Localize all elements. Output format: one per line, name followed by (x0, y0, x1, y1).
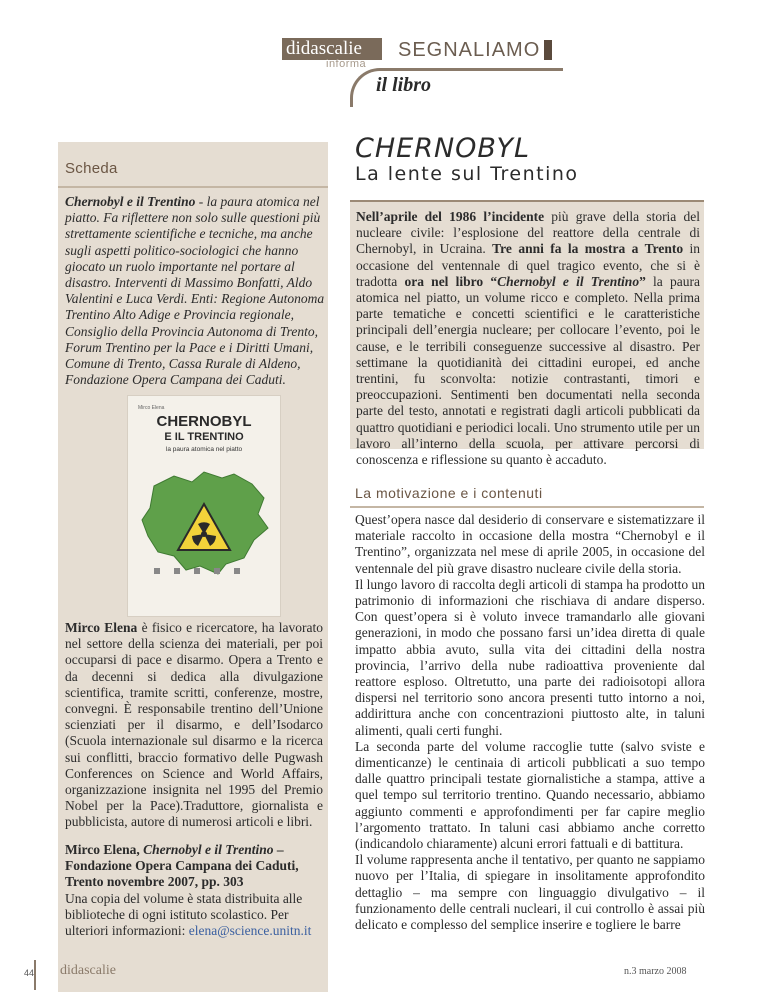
divider (350, 506, 704, 508)
scheda-heading: Scheda (65, 160, 118, 177)
scheda-title: Chernobyl e il Trentino (65, 194, 196, 209)
section-heading: La motivazione e i contenuti (355, 485, 543, 501)
masthead (282, 38, 582, 110)
page-number: 44 (24, 968, 35, 978)
lead-book-title: Chernobyl e il Trentino (497, 273, 640, 289)
lead-text-2: in occasione del ventennale di quel tragico evento, che si è tradotta (356, 241, 700, 289)
article-title: CHERNOBYL (355, 133, 531, 164)
lead-text (356, 209, 700, 468)
cover-subtitle: E IL TRENTINO (164, 431, 244, 443)
author-name: Mirco Elena (65, 620, 138, 635)
footer-brand: didascalie (60, 963, 116, 978)
cover-author: Mirco Elena (138, 405, 165, 411)
lead-bold-2: Tre anni fa la mostra a Trento (492, 241, 684, 257)
paragraph: Quest’opera nasce dal desiderio di conservare e sistematizzare il materiale raccolto in occasione della mostra “Chernobyl e il Trentino”, organizzata nel mese di aprile 2005, in occasione del ventennale del più grave disastro nucleare civile della storia. (355, 512, 705, 576)
lead-bold-1: Nell’aprile del 1986 l’incidente (356, 209, 545, 224)
book-cover (128, 396, 280, 616)
lead-text-1: più grave della storia del nucleare civile: l’esplosione del reattore della centrale di Chernobyl, in Ucraina. (356, 209, 700, 257)
ref-heading (65, 842, 323, 891)
author-bio-text: è fisico e ricercatore, ha lavorato nel settore della scienza dei materiali, per poi occuparsi di pace e disarmo. Opera a Trento e da decenni si dedica alla divulgazione scientifica, tramite scritti, conferenze, mostre, convegni. È responsabile trentino dell’Unione scienziati per il disarmo, e dell’Isodarco (Scuola internazionale sul disarmo e la ricerca sui conflitti, braccio formativo delle Pugwash Conferences on Science and World Affairs, organizzazione insignita nel 1995 del Premio Nobel per la Pace).Traduttore, giornalista e pubblicista, autore di numerosi articoli e libri. (65, 620, 323, 830)
divider (58, 186, 328, 188)
ref-publisher: – Fondazione Opera Campana dei Caduti, Trento novembre 2007, pp. 303 (65, 842, 299, 890)
article-body (355, 512, 705, 933)
cover-title: CHERNOBYL (156, 413, 252, 430)
sidebar (58, 142, 328, 992)
scheda-text (65, 194, 325, 388)
cover-tagline: la paura atomica nel piatto (165, 446, 243, 453)
ref-book-title: Chernobyl e il Trentino (143, 842, 274, 857)
lead-bold-4: ” (639, 273, 646, 289)
email-link[interactable]: elena@science.unitn.it (188, 923, 312, 939)
book-reference (65, 842, 323, 939)
brand-logo: didascalie (282, 38, 382, 60)
ref-author: Mirco Elena, (65, 842, 144, 857)
footer-mark (34, 960, 36, 990)
ref-note: Una copia del volume è stata distribuita alle biblioteche di ogni istituto scolastico. Per ulteriori informazioni: (65, 890, 303, 939)
lead-text-3: la paura atomica nel piatto, un volume ricco e completo. Nella prima parte tematiche e concetti scientifici e le caratteristiche principali dell’energia nucleare; per collocare l’evento, poi le cause, e le terribili conseguenze successive al disastro. Per settimane la quotidianità dei cittadini europei, ed anche trentini, fu sconvolta: notizie contrastanti, timori e preoccupazioni. Sentimenti ben documentati nella seconda parte del testo, annotati e registrati dagli articoli pubblicati da quattro quotidiani e periodici locali. Uno strumento utile per un lavoro all’interno della scuola, per attivare percorsi di conoscenza e riflessione su quanto è accaduto. (356, 273, 700, 468)
book-label: il libro (376, 74, 432, 96)
paragraph: La seconda parte del volume raccoglie tutte (salvo sviste e dimenticanze) le centinaia di articoli pubblicati a suo tempo dalle quattro principali testate giornalistiche a stampa, attive a quel tempo sul territorio trentino. Quando necessario, abbiamo aggiunto commenti e approfondimenti per far capire meglio l’argomento trattato. In taluni casi abbiamo anche corretto (indicandolo chiaramente) alcuni errori fattuali e di battitura. (355, 738, 705, 852)
lead-bold-3: ora nel libro “ (404, 273, 498, 289)
article-subtitle: La lente sul Trentino (355, 163, 579, 185)
section-bar (544, 40, 552, 60)
author-bio (65, 620, 323, 831)
brand-sub: informa (326, 58, 367, 70)
trentino-map-icon (134, 468, 274, 578)
paragraph: Il lungo lavoro di raccolta degli articoli di stampa ha prodotto un patrimonio di informazioni che rischiava di andare disperso. Con quest’opera si è voluto invece tramandarlo alle giovani generazioni, in modo che possano farsi un’idea diretta di quale impatto abbia avuto, sulla vita dei cittadini della nostra provincia, l’arrivo della nube radioattiva proveniente dal reattore esploso. Oltretutto, una parte dei radioisotopi allora dispersi nel territorio sono ancora presenti tutto intorno a noi, addirittura anche con concentrazioni piuttosto alte, in taluni alimenti, quali certi funghi. (355, 576, 705, 738)
paragraph: Il volume rappresenta anche il tentativo, per quanto ne sappiamo nuovo per l’Italia, di spiegare in insolitamente approfondito dettaglio – ma sempre con linguaggio divulgativo – il funzionamento delle centrali nucleari, il cui controllo è assai più delicato e complesso del semplice inserire e togliere le barre (355, 852, 705, 933)
lead-box (350, 200, 704, 468)
scheda-body: - la paura atomica nel piatto. Fa riflettere non solo sulle questioni più strettamente scientifiche e tecniche, ma anche sugli aspetti politico-sociologici che hanno giocato un ruolo importante nel portare al disastro. Interventi di Massimo Bonfatti, Aldo Valentini e Luca Verdi. Enti: Regione Autonoma Trentino Alto Adige e Provincia regionale, Consiglio della Provincia Autonoma di Trento, Forum Trentino per la Pace e i Diritti Umani, Comune di Trento, Cassa Rurale di Aldeno, Fondazione Opera Campana dei Caduti. (65, 194, 325, 388)
section-title: SEGNALIAMO (398, 39, 541, 61)
issue-label: n.3 marzo 2008 (624, 966, 687, 977)
